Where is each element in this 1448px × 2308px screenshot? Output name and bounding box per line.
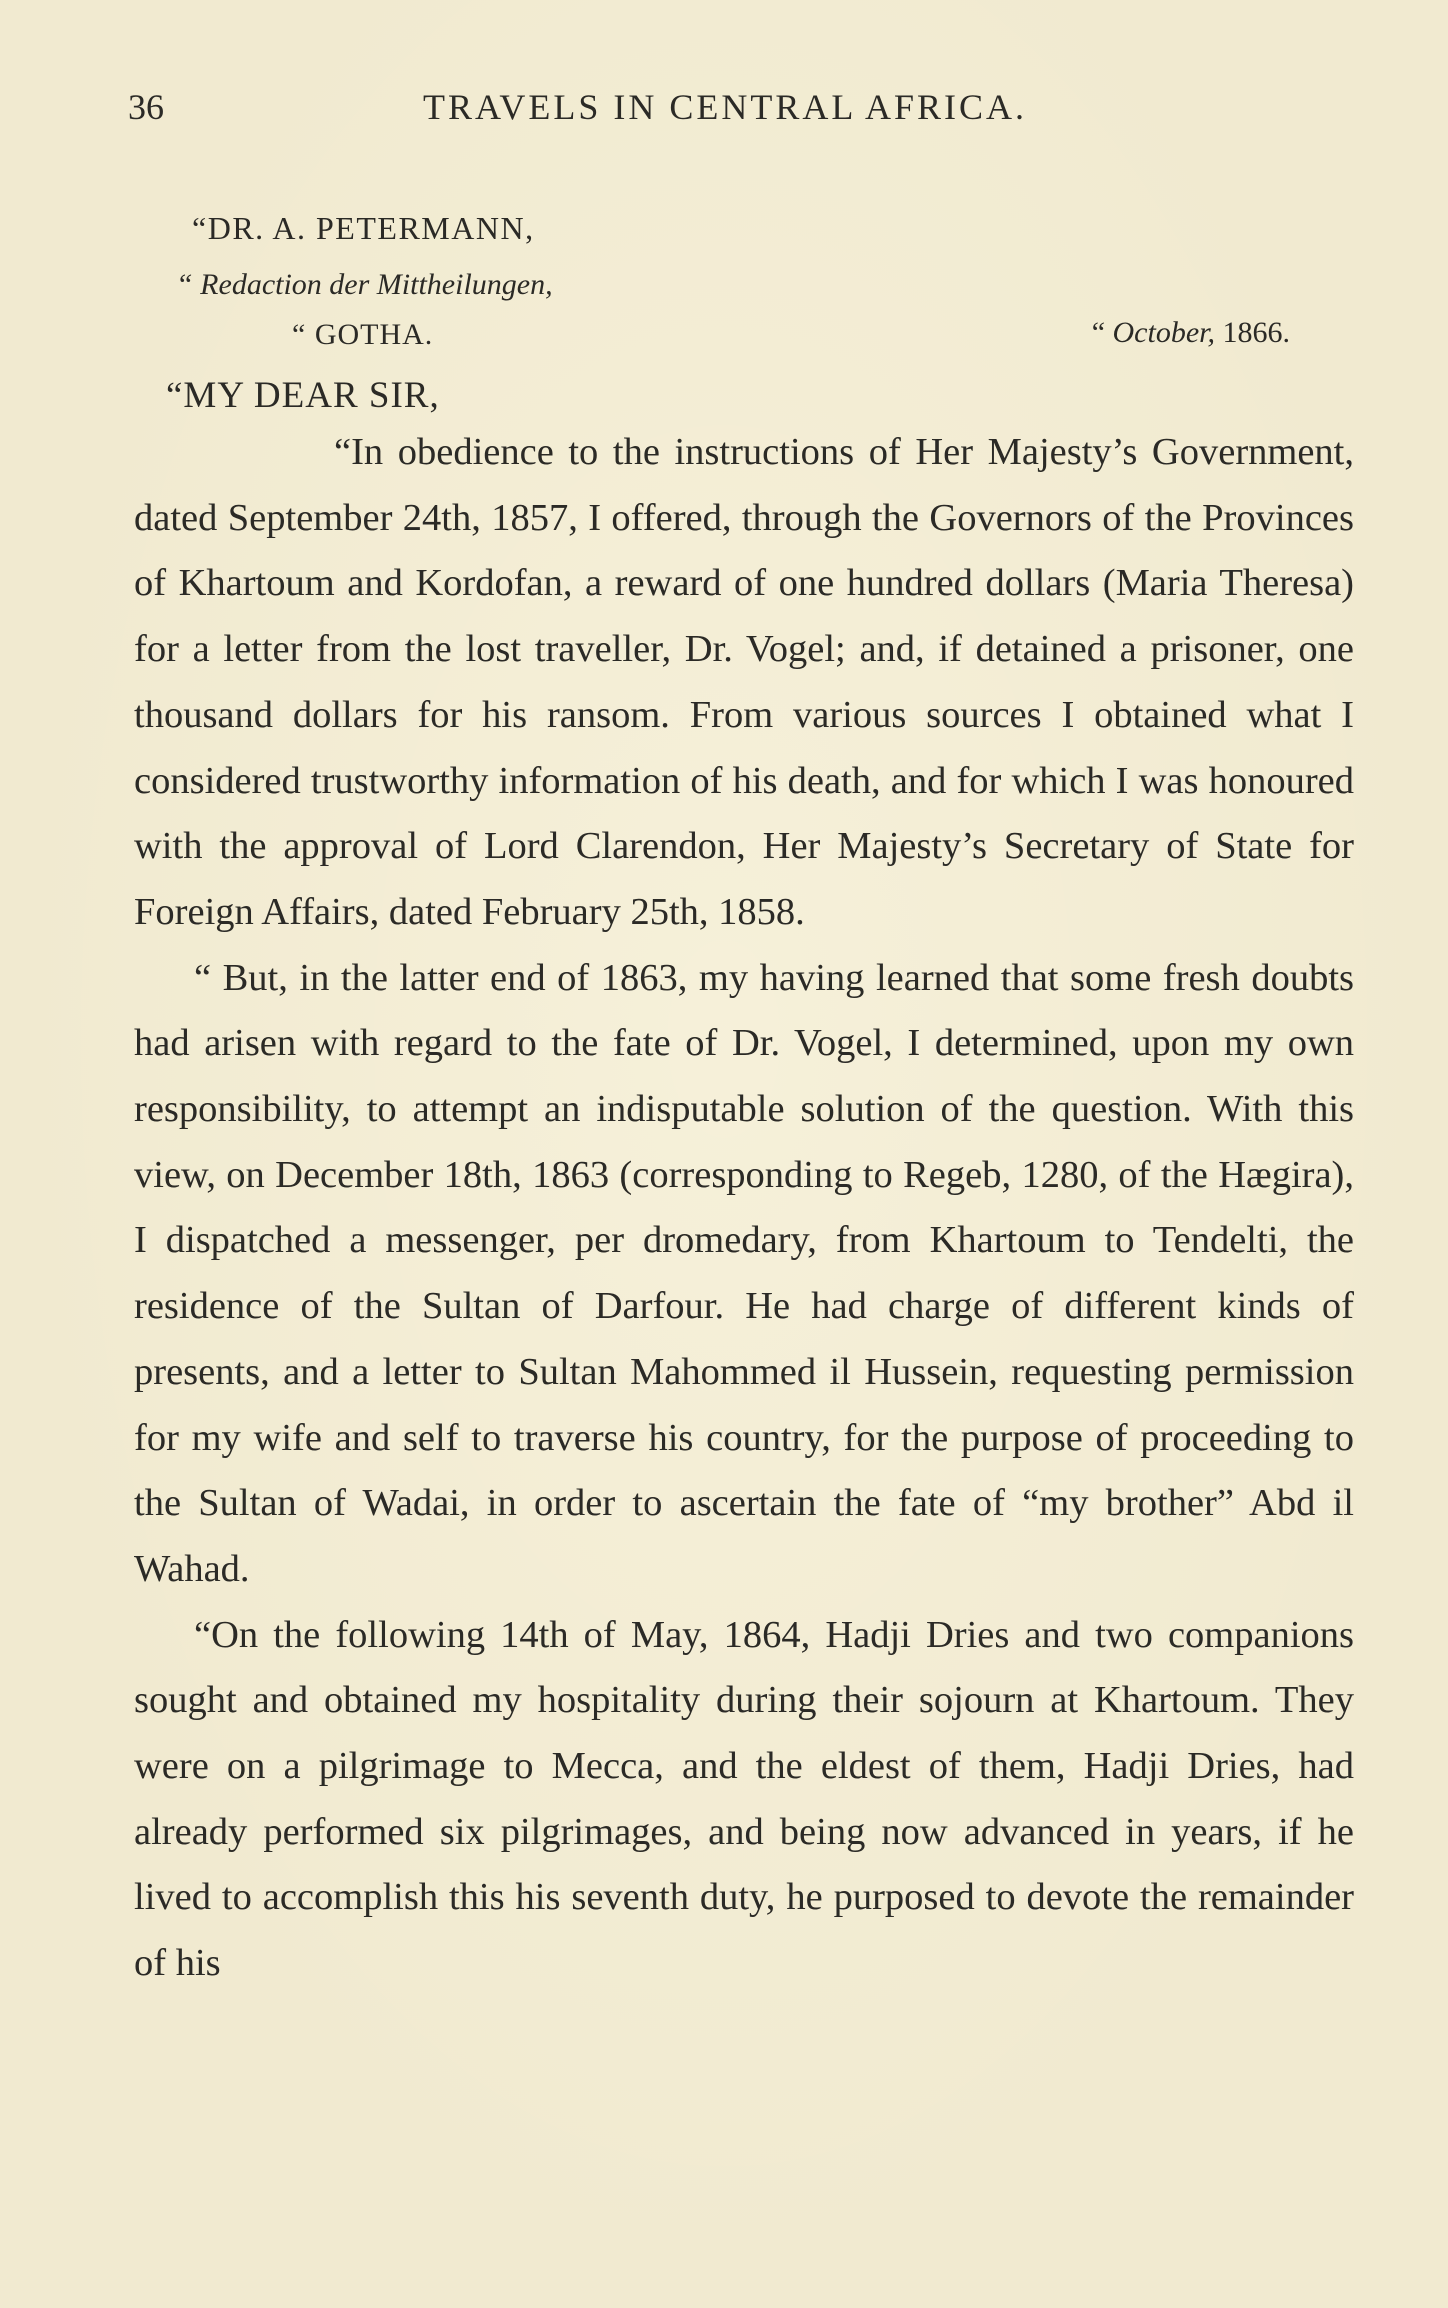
page-number: 36 <box>128 87 164 127</box>
running-title: TRAVELS IN CENTRAL AFRICA. <box>423 87 1028 127</box>
letter-body <box>134 420 1354 1997</box>
recipient-city: “ GOTHA. <box>292 318 434 351</box>
running-head <box>128 86 1328 136</box>
date-prefix: “ <box>1091 316 1113 349</box>
letter-recipient-office <box>176 268 553 302</box>
letter-recipient <box>192 210 535 247</box>
letter-salutation <box>166 374 440 417</box>
recipient-name: “DR. A. PETERMANN, <box>192 210 535 246</box>
recipient-office: “ Redaction der Mittheilungen, <box>176 268 553 301</box>
salutation-text: “MY DEAR SIR, <box>166 375 440 416</box>
date-month: October, <box>1112 316 1215 349</box>
paragraph: “ But, in the latter end of 1863, my having learned that some fresh doubts had arisen with regard to the fate of Dr. Vogel, I determined, upon my own responsibility, to attempt an indisputable solution of the question. With this view, on December 18th, 1863 (corresponding to Regeb, 1280, of the Hægira), I dispatched a messenger, per dromedary, from Khartoum to Tendelti, the residence of the Sultan of Darfour. He had charge of different kinds of presents, and a letter to Sultan Mahommed il Hussein, requesting permission for my wife and self to traverse his country, for the purpose of proceeding to the Sultan of Wadai, in order to ascertain the fate of “my brother” Abd il Wahad. <box>134 956 1354 1590</box>
paragraph: “In obedience to the instructions of Her Majesty’s Government, dated September 24th, 1857, I offered, through the Governors of the Provinces of Khartoum and Kordofan, a reward of one hundred dollars (Maria Theresa) for a letter from the lost traveller, Dr. Vogel; and, if detained a prisoner, one thousand dollars for his ransom. From various sources I obtained what I considered trustworthy information of his death, and for which I was honoured with the approval of Lord Clarendon, Her Majesty’s Secretary of State for Foreign Affairs, dated February 25th, 1858. <box>134 431 1354 933</box>
paragraph: “On the following 14th of May, 1864, Hadji Dries and two companions sought and obtained my hospitality during their sojourn at Khartoum. They were on a pilgrimage to Mecca, and the eldest of them, Hadji Dries, had already performed six pilgrimages, and being now advanced in years, if he lived to accomplish this his seventh duty, he purposed to devote the remainder of his <box>134 1613 1354 1985</box>
letter-date <box>1092 316 1290 350</box>
date-year: 1866. <box>1215 316 1290 349</box>
letter-recipient-city <box>292 318 433 352</box>
